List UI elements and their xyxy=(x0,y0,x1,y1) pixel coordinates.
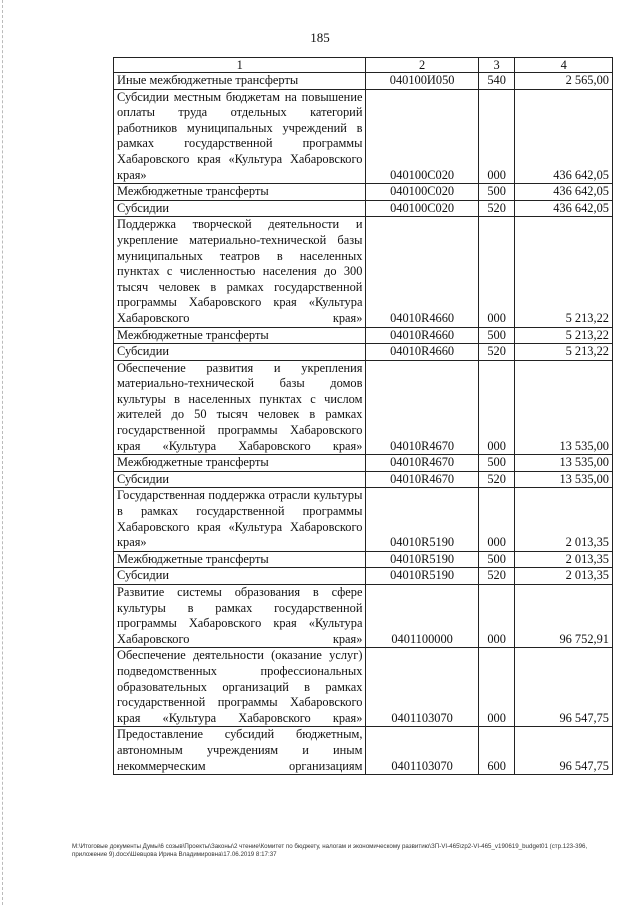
row-name: Межбюджетные трансферты xyxy=(114,184,366,201)
row-name: Обеспечение развития и укрепления материально-технической базы домов культуры в населенных пунктах с числом жителей до 50 тысяч человек в рамках государственной программы Хабаровского края «Культура Хабаровского края» xyxy=(114,360,366,455)
row-type: 000 xyxy=(478,585,515,648)
row-type: 000 xyxy=(478,360,515,455)
row-code: 04010R5190 xyxy=(366,488,478,551)
column-header-3: 3 xyxy=(478,58,515,73)
row-name: Субсидии xyxy=(114,471,366,488)
row-type: 520 xyxy=(478,200,515,217)
row-name: Межбюджетные трансферты xyxy=(114,327,366,344)
table-row xyxy=(114,217,613,327)
row-type: 520 xyxy=(478,344,515,361)
table-row xyxy=(114,727,613,775)
row-type: 520 xyxy=(478,568,515,585)
row-name: Развитие системы образования в сфере культуры в рамках государственной программы Хабаровского края «Культура Хабаровского края» xyxy=(114,585,366,648)
row-amount: 5 213,22 xyxy=(515,327,613,344)
budget-table xyxy=(113,57,613,775)
row-amount: 13 535,00 xyxy=(515,471,613,488)
row-name: Обеспечение деятельности (оказание услуг) подведомственных профессиональных образовательных организаций в рамках государственной программы Хабаровского края «Культура Хабаровского края» xyxy=(114,648,366,727)
column-header-1: 1 xyxy=(114,58,366,73)
table-row xyxy=(114,568,613,585)
row-code: 0401103070 xyxy=(366,727,478,775)
row-amount: 5 213,22 xyxy=(515,217,613,327)
row-type: 540 xyxy=(478,73,515,90)
row-type: 000 xyxy=(478,217,515,327)
row-code: 040100С020 xyxy=(366,89,478,184)
table-header-row xyxy=(114,58,613,73)
row-type: 500 xyxy=(478,327,515,344)
row-code: 04010R4670 xyxy=(366,471,478,488)
row-code: 040100С020 xyxy=(366,184,478,201)
row-code: 04010R4660 xyxy=(366,344,478,361)
table-row xyxy=(114,200,613,217)
row-amount: 2 565,00 xyxy=(515,73,613,90)
table-row xyxy=(114,585,613,648)
row-type: 000 xyxy=(478,89,515,184)
row-code: 04010R4660 xyxy=(366,327,478,344)
row-amount: 96 752,91 xyxy=(515,585,613,648)
row-code: 04010R5190 xyxy=(366,551,478,568)
row-name: Иные межбюджетные трансферты xyxy=(114,73,366,90)
row-name: Субсидии xyxy=(114,568,366,585)
row-type: 500 xyxy=(478,551,515,568)
table-row xyxy=(114,184,613,201)
row-type: 500 xyxy=(478,184,515,201)
row-name: Государственная поддержка отрасли культуры в рамках государственной программы Хабаровского края «Культура Хабаровского края» xyxy=(114,488,366,551)
row-name: Поддержка творческой деятельности и укрепление материально-технической базы муниципальных театров в населенных пунктах с численностью населения до 300 тысяч человек в рамках государственной программы Хабаровского края «Культура Хабаровского края» xyxy=(114,217,366,327)
table-row xyxy=(114,327,613,344)
row-code: 0401100000 xyxy=(366,585,478,648)
row-type: 500 xyxy=(478,455,515,472)
page-number: 185 xyxy=(310,30,330,45)
row-type: 600 xyxy=(478,727,515,775)
row-name: Межбюджетные трансферты xyxy=(114,551,366,568)
table-row xyxy=(114,360,613,455)
table-row xyxy=(114,73,613,90)
row-type: 000 xyxy=(478,648,515,727)
row-amount: 13 535,00 xyxy=(515,455,613,472)
row-name: Субсидии xyxy=(114,344,366,361)
row-code: 040100С020 xyxy=(366,200,478,217)
column-header-4: 4 xyxy=(515,58,613,73)
row-name: Субсидии xyxy=(114,200,366,217)
row-name: Межбюджетные трансферты xyxy=(114,455,366,472)
table-row xyxy=(114,551,613,568)
row-name: Предоставление субсидий бюджетным, автономным учреждениям и иным некоммерческим организациям xyxy=(114,727,366,775)
row-amount: 13 535,00 xyxy=(515,360,613,455)
row-code: 04010R5190 xyxy=(366,568,478,585)
table-row xyxy=(114,455,613,472)
page-edge-line xyxy=(2,0,3,905)
row-amount: 96 547,75 xyxy=(515,648,613,727)
row-amount: 2 013,35 xyxy=(515,568,613,585)
file-path-footer: М:\Итоговые документы Думы\6 созыв\Проекты\Законы\2 чтение\Комитет по бюджету, налогам и экономическому развитию\ЗП-VI-465\zp2-VI-465_v190619_budget01 (стр.123-396, приложение 9).docx\Шевцова Ирина Владимировна\17.06.2019 8:17:37 xyxy=(72,843,588,858)
row-code: 040100И050 xyxy=(366,73,478,90)
row-amount: 2 013,35 xyxy=(515,488,613,551)
row-type: 520 xyxy=(478,471,515,488)
table-row xyxy=(114,89,613,184)
row-amount: 436 642,05 xyxy=(515,89,613,184)
row-amount: 436 642,05 xyxy=(515,200,613,217)
row-code: 04010R4670 xyxy=(366,455,478,472)
table-row xyxy=(114,471,613,488)
table-row xyxy=(114,344,613,361)
row-name: Субсидии местным бюджетам на повышение оплаты труда отдельных категорий работников муниципальных учреждений в рамках государственной программы Хабаровского края «Культура Хабаровского края» xyxy=(114,89,366,184)
row-amount: 5 213,22 xyxy=(515,344,613,361)
row-amount: 436 642,05 xyxy=(515,184,613,201)
column-header-2: 2 xyxy=(366,58,478,73)
row-amount: 2 013,35 xyxy=(515,551,613,568)
row-code: 0401103070 xyxy=(366,648,478,727)
table-row xyxy=(114,648,613,727)
row-code: 04010R4660 xyxy=(366,217,478,327)
row-amount: 96 547,75 xyxy=(515,727,613,775)
table-row xyxy=(114,488,613,551)
row-type: 000 xyxy=(478,488,515,551)
row-code: 04010R4670 xyxy=(366,360,478,455)
